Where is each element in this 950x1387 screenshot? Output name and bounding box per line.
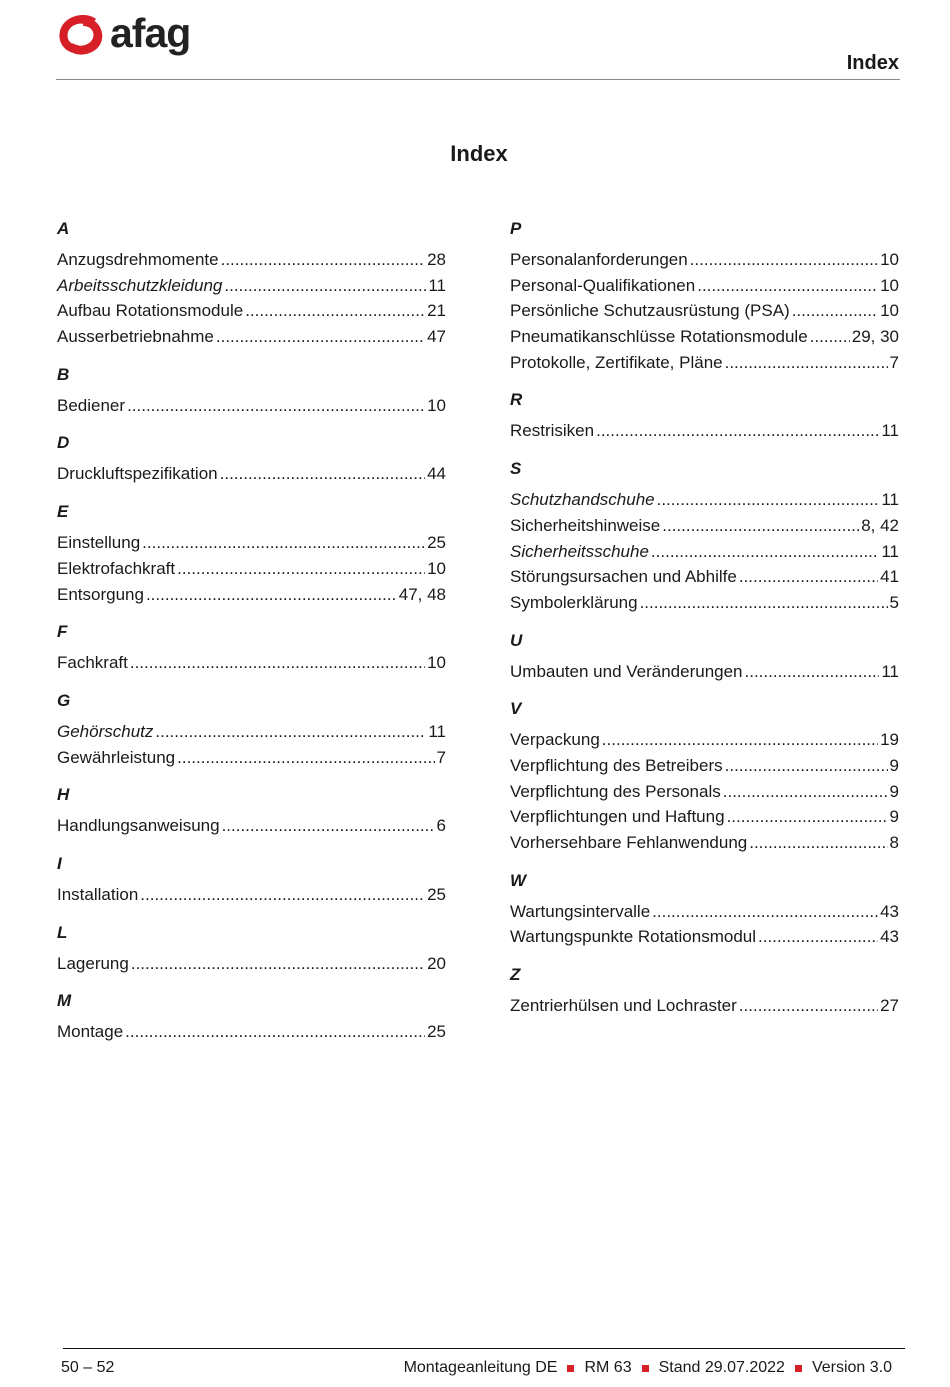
- index-page-ref: 44: [427, 464, 446, 484]
- index-letter-heading: V: [510, 699, 522, 719]
- index-term: Verpackung: [510, 730, 600, 750]
- index-entry[interactable]: [510, 298, 899, 324]
- index-page-ref: 43: [880, 927, 899, 947]
- index-term: Gewährleistung: [57, 747, 176, 767]
- dot-leader: [739, 564, 878, 590]
- index-page-ref: 6: [436, 816, 446, 836]
- index-letter-heading: S: [510, 459, 522, 479]
- company-logo: [56, 9, 191, 58]
- index-section: [57, 216, 446, 350]
- index-term: Pneumatikanschlüsse Rotationsmodule: [510, 327, 808, 347]
- index-term: Lagerung: [57, 953, 129, 973]
- footer-page-number: 50 – 52: [61, 1359, 115, 1376]
- index-entry[interactable]: [57, 530, 446, 556]
- index-page-ref: 9: [889, 807, 899, 827]
- index-entry[interactable]: [510, 273, 899, 299]
- dot-leader: [657, 487, 880, 513]
- index-page-ref: 28: [427, 250, 446, 269]
- index-entry[interactable]: [57, 461, 446, 487]
- index-term: Bediener: [57, 395, 126, 415]
- index-term: Persönliche Schutzausrüstung (PSA): [510, 301, 790, 321]
- index-term: Verpflichtung des Personals: [510, 781, 721, 801]
- logo-wordmark: afag: [110, 9, 191, 56]
- index-page-ref: 47, 48: [398, 584, 446, 604]
- dot-leader: [130, 650, 425, 676]
- dot-leader: [640, 590, 888, 616]
- index-term: Wartungsintervalle: [510, 901, 651, 921]
- index-section: [510, 628, 899, 685]
- index-section: [57, 920, 446, 977]
- index-term: Protokolle, Zertifikate, Pläne: [510, 352, 723, 372]
- dot-leader: [216, 324, 425, 350]
- index-page-ref: 21: [427, 301, 446, 321]
- index-entry[interactable]: [57, 745, 446, 771]
- index-page-ref: 7: [889, 352, 899, 372]
- index-entry[interactable]: [57, 719, 446, 745]
- index-page-ref: 11: [428, 721, 446, 741]
- index-entry[interactable]: [57, 393, 446, 419]
- bullet-square-icon: [795, 1365, 802, 1372]
- dot-leader: [690, 247, 878, 273]
- dot-leader: [725, 350, 888, 376]
- afag-swirl-icon: [56, 13, 106, 57]
- index-letter-heading: R: [510, 390, 523, 410]
- header-title: Index: [846, 52, 899, 74]
- index-page-ref: 11: [881, 541, 899, 561]
- index-entry[interactable]: [57, 273, 446, 299]
- dot-leader: [125, 1019, 425, 1045]
- dot-leader: [745, 659, 880, 685]
- header-divider: [56, 79, 900, 80]
- footer-model: RM 63: [584, 1359, 632, 1376]
- index-letter-heading: D: [57, 433, 70, 453]
- index-letter-heading: B: [57, 364, 70, 384]
- index-section: [57, 782, 446, 839]
- index-entry[interactable]: [510, 590, 899, 616]
- index-term: Schutzhandschuhe: [510, 490, 655, 510]
- index-term: Druckluftspezifikation: [57, 464, 218, 484]
- index-letter-heading: P: [510, 219, 522, 238]
- index-entry[interactable]: [57, 582, 446, 608]
- footer-doc-info: [404, 1359, 892, 1377]
- index-entry[interactable]: [57, 882, 446, 908]
- index-entry[interactable]: [510, 350, 899, 376]
- index-entry[interactable]: [510, 487, 899, 513]
- index-entry[interactable]: [57, 324, 446, 350]
- index-entry[interactable]: [510, 324, 899, 350]
- index-page-ref: 11: [881, 421, 899, 441]
- index-page-ref: 20: [427, 953, 446, 973]
- index-page-ref: 7: [436, 747, 446, 767]
- index-section: [57, 499, 446, 607]
- index-letter-heading: W: [510, 870, 527, 890]
- footer-doc-name: Montageanleitung DE: [403, 1359, 558, 1376]
- index-page-ref: 8, 42: [861, 515, 899, 535]
- index-entry[interactable]: [510, 513, 899, 539]
- index-entry[interactable]: [57, 650, 446, 676]
- index-page-ref: 25: [427, 1022, 446, 1042]
- index-section: [57, 619, 446, 676]
- dot-leader: [140, 882, 425, 908]
- index-term: Sicherheitsschuhe: [510, 541, 649, 561]
- dot-leader: [177, 556, 425, 582]
- index-term: Fachkraft: [57, 653, 128, 673]
- index-letter-heading: I: [57, 853, 62, 873]
- index-term: Arbeitsschutzkleidung: [57, 275, 223, 295]
- bullet-square-icon: [642, 1365, 649, 1372]
- index-letter-heading: A: [57, 219, 70, 238]
- index-page-ref: 25: [427, 533, 446, 553]
- index-term: Verpflichtung des Betreibers: [510, 755, 723, 775]
- index-section: [510, 216, 899, 375]
- index-term: Restrisiken: [510, 421, 595, 441]
- index-term: Installation: [57, 884, 139, 904]
- index-entry[interactable]: [510, 659, 899, 685]
- index-term: Aufbau Rotationsmodule: [57, 301, 244, 321]
- index-page-ref: 10: [880, 275, 899, 295]
- index-entry[interactable]: [510, 899, 899, 925]
- index-entry[interactable]: [57, 1019, 446, 1045]
- index-letter-heading: F: [57, 622, 68, 642]
- dot-leader: [177, 745, 434, 771]
- dot-leader: [758, 924, 878, 950]
- dot-leader: [792, 298, 878, 324]
- index-page-ref: 10: [427, 653, 446, 673]
- dot-leader: [652, 899, 878, 925]
- dot-leader: [245, 298, 425, 324]
- index-term: Entsorgung: [57, 584, 144, 604]
- index-entry[interactable]: [510, 539, 899, 565]
- index-section: [57, 362, 446, 419]
- index-letter-heading: H: [57, 785, 70, 805]
- index-page-ref: 9: [889, 755, 899, 775]
- index-term: Wartungspunkte Rotationsmodul: [510, 927, 757, 947]
- index-page-ref: 27: [880, 996, 899, 1016]
- index-entry[interactable]: [510, 830, 899, 856]
- footer-date: Stand 29.07.2022: [658, 1359, 785, 1376]
- index-letter-heading: M: [57, 991, 72, 1011]
- index-entry[interactable]: [57, 556, 446, 582]
- dot-leader: [131, 951, 425, 977]
- index-section: [510, 868, 899, 950]
- index-term: Personal-Qualifikationen: [510, 275, 696, 295]
- dot-leader: [651, 539, 879, 565]
- index-entry[interactable]: [510, 779, 899, 805]
- index-section: [510, 456, 899, 615]
- dot-leader: [155, 719, 426, 745]
- index-letter-heading: U: [510, 630, 523, 650]
- dot-leader: [723, 779, 888, 805]
- index-entry[interactable]: [57, 951, 446, 977]
- dot-leader: [224, 273, 426, 299]
- index-term: Symbolerklärung: [510, 592, 638, 612]
- index-term: Elektrofachkraft: [57, 558, 176, 578]
- page-title: Index: [450, 141, 508, 166]
- index-page-ref: 43: [880, 901, 899, 921]
- bullet-square-icon: [567, 1365, 574, 1372]
- index-page-ref: 11: [428, 275, 446, 295]
- index-entry[interactable]: [510, 418, 899, 444]
- dot-leader: [602, 727, 878, 753]
- dot-leader: [221, 247, 425, 273]
- index-page-ref: 10: [427, 558, 446, 578]
- footer-divider: [63, 1348, 905, 1349]
- dot-leader: [810, 324, 850, 350]
- dot-leader: [739, 993, 878, 1019]
- index-term: Verpflichtungen und Haftung: [510, 807, 725, 827]
- index-term: Gehörschutz: [57, 721, 154, 741]
- index-entry[interactable]: [510, 247, 899, 273]
- index-page-ref: 19: [880, 730, 899, 750]
- index-section: [57, 988, 446, 1045]
- dot-leader: [727, 804, 888, 830]
- dot-leader: [662, 513, 859, 539]
- index-page-ref: 10: [427, 395, 446, 415]
- index-entry[interactable]: [510, 924, 899, 950]
- index-entry[interactable]: [510, 804, 899, 830]
- index-term: Zentrierhülsen und Lochraster: [510, 996, 737, 1016]
- index-column-left: [57, 216, 446, 1057]
- dot-leader: [146, 582, 397, 608]
- index-letter-heading: Z: [510, 965, 521, 985]
- index-letter-heading: G: [57, 690, 71, 710]
- dot-leader: [596, 418, 879, 444]
- index-section: [510, 387, 899, 444]
- index-term: Anzugsdrehmomente: [57, 250, 219, 269]
- index-section: [57, 688, 446, 770]
- index-column-right: [510, 216, 899, 1031]
- index-entry[interactable]: [57, 247, 446, 273]
- index-term: Ausserbetriebnahme: [57, 327, 214, 347]
- index-section: [510, 962, 899, 1019]
- index-term: Vorhersehbare Fehlanwendung: [510, 833, 748, 852]
- index-entry[interactable]: [57, 298, 446, 324]
- index-term: Personalanforderungen: [510, 250, 688, 269]
- index-page-ref: 8: [889, 833, 899, 852]
- index-page-ref: 10: [880, 250, 899, 269]
- index-term: Störungsursachen und Abhilfe: [510, 567, 737, 587]
- index-term: Handlungsanweisung: [57, 816, 220, 836]
- dot-leader: [142, 530, 425, 556]
- dot-leader: [220, 461, 425, 487]
- index-page-ref: 29, 30: [851, 327, 899, 347]
- index-entry[interactable]: [510, 993, 899, 1019]
- index-entry[interactable]: [57, 813, 446, 839]
- index-page-ref: 9: [889, 781, 899, 801]
- index-page-ref: 10: [880, 301, 899, 321]
- index-entry[interactable]: [510, 753, 899, 779]
- index-section: [57, 851, 446, 908]
- index-letter-heading: L: [57, 922, 68, 942]
- index-term: Sicherheitshinweise: [510, 515, 661, 535]
- dot-leader: [697, 273, 878, 299]
- index-letter-heading: E: [57, 502, 69, 522]
- index-page-ref: 47: [427, 327, 446, 347]
- index-entry[interactable]: [510, 727, 899, 753]
- index-page-ref: 41: [880, 567, 899, 587]
- dot-leader: [127, 393, 425, 419]
- index-entry[interactable]: [510, 564, 899, 590]
- dot-leader: [222, 813, 435, 839]
- index-term: Montage: [57, 1022, 124, 1042]
- footer-version: Version 3.0: [811, 1359, 892, 1376]
- dot-leader: [725, 753, 888, 779]
- index-page-ref: 11: [881, 490, 899, 510]
- index-term: Einstellung: [57, 533, 141, 553]
- index-term: Umbauten und Veränderungen: [510, 661, 743, 681]
- index-page-ref: 11: [881, 661, 899, 681]
- index-page-ref: 25: [427, 884, 446, 904]
- index-page-ref: 5: [889, 592, 899, 612]
- index-section: [510, 696, 899, 855]
- index-section: [57, 430, 446, 487]
- dot-leader: [749, 830, 887, 856]
